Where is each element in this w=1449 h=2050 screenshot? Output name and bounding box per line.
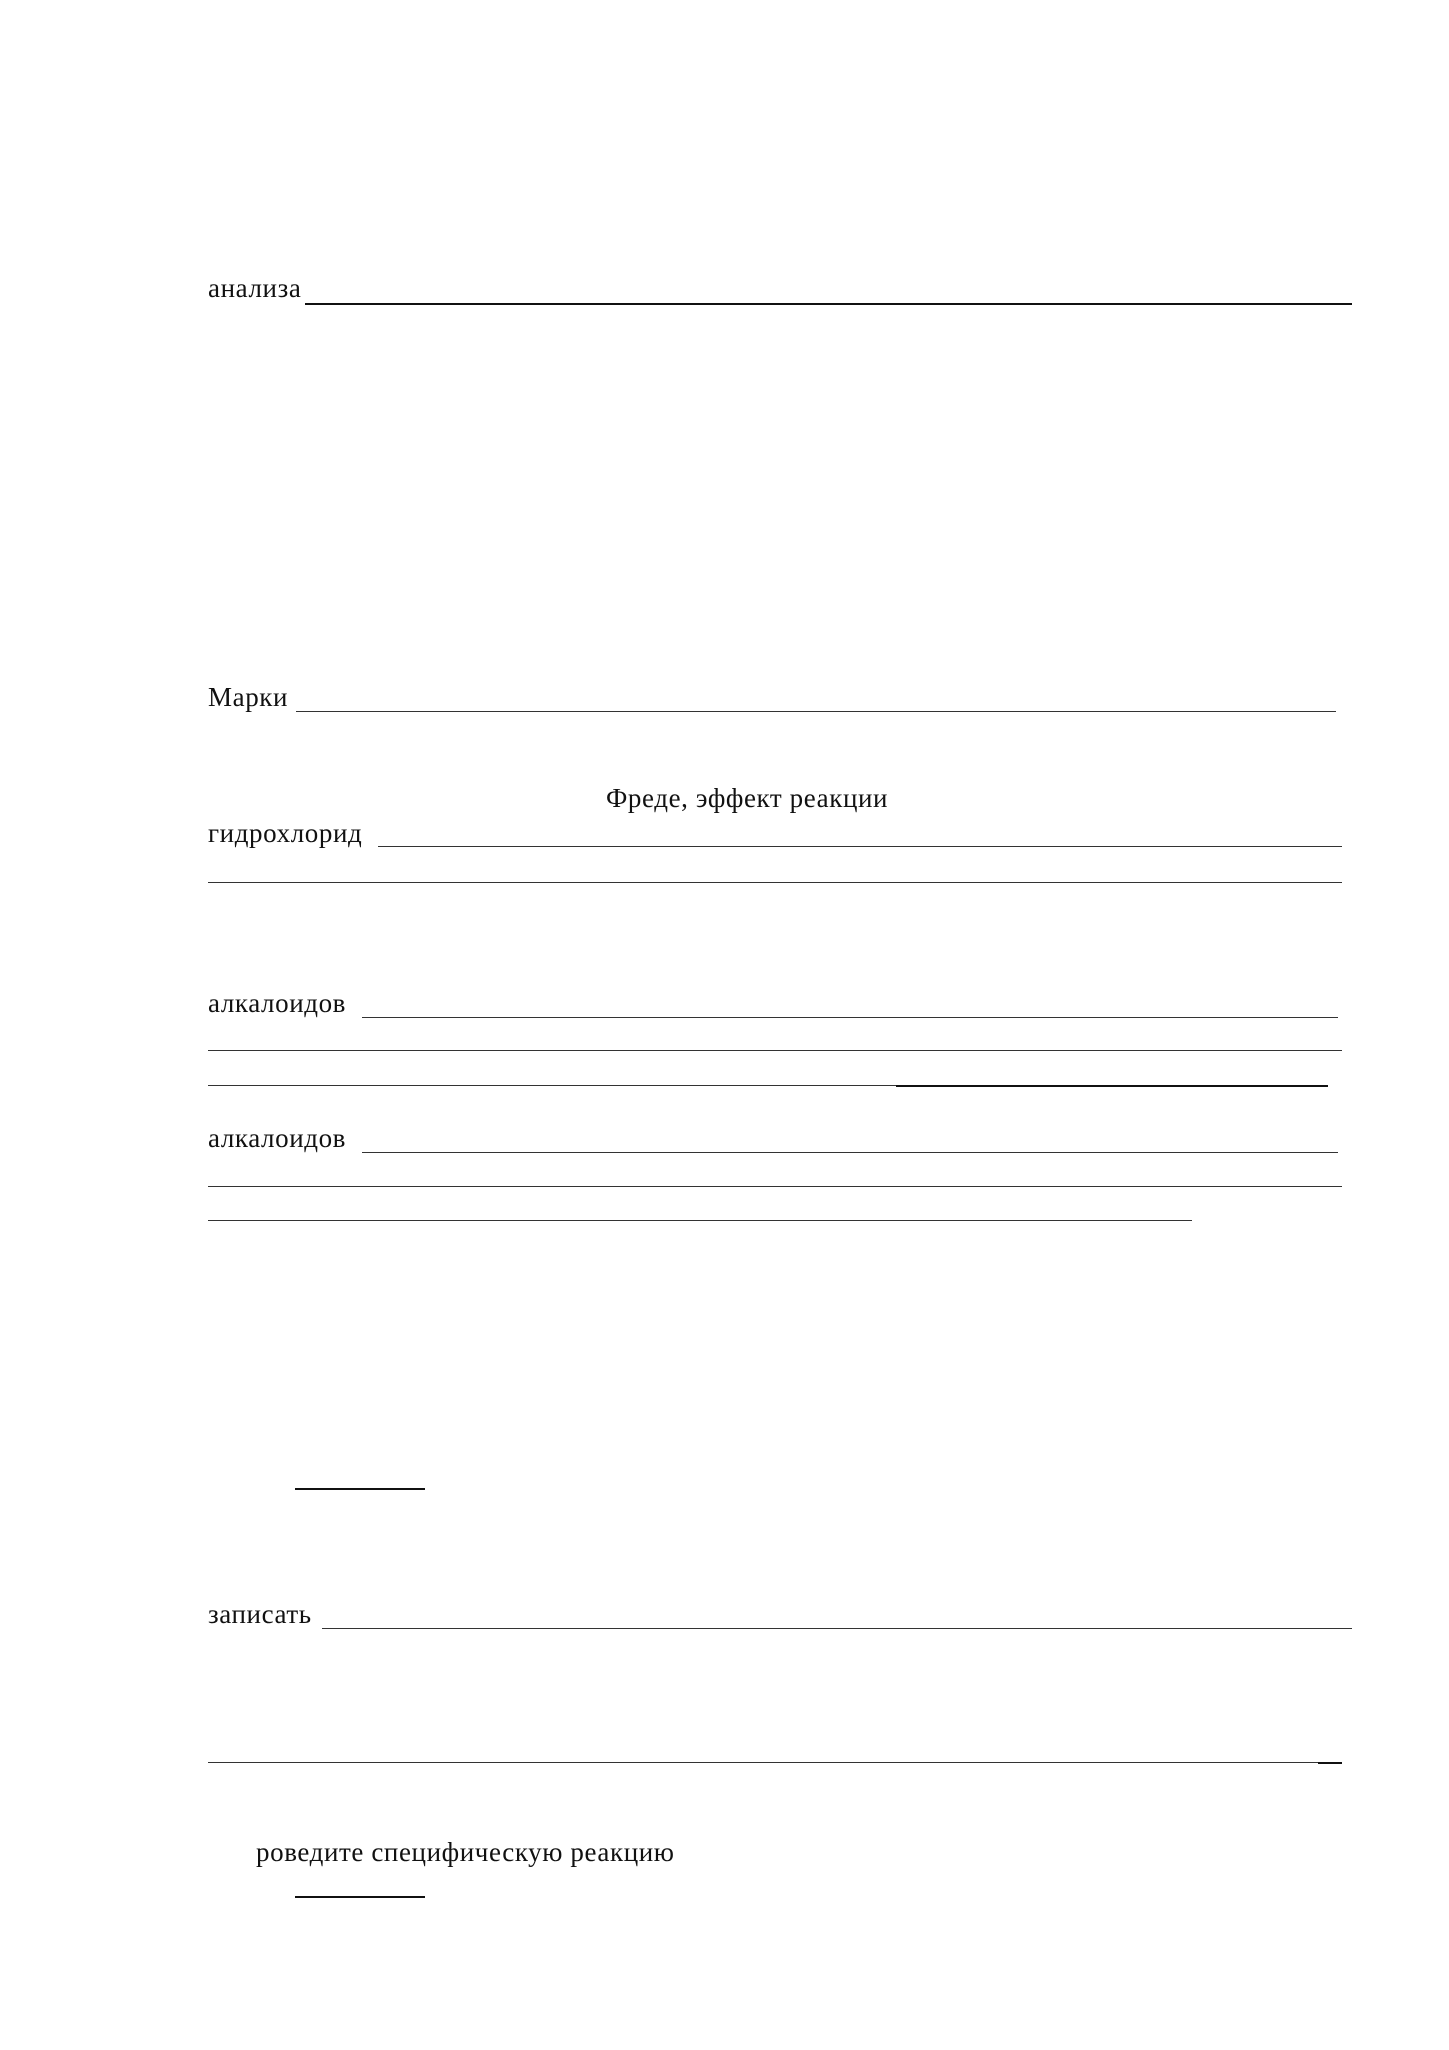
fill-in-line [208,1085,896,1086]
fill-in-line [208,1050,1342,1051]
text-fragment-analiza: анализа [208,273,302,303]
fill-in-line [1318,1762,1342,1764]
fill-in-line [208,1186,1342,1187]
fill-in-line [208,1762,1342,1763]
short-rule [295,1896,425,1898]
short-rule [295,1488,425,1490]
text-fragment-alkaloidov-2: алкалоидов [208,1123,347,1153]
fill-in-line [362,1017,1338,1018]
text-fragment-marki: Марки [208,682,289,712]
fill-in-line [362,1152,1338,1153]
fill-in-line [296,711,1336,712]
text-fragment-gidrokhlorid: гидрохлорид [208,818,363,848]
fill-in-line [378,846,1342,847]
text-fragment-zapisat: записать [208,1599,312,1629]
text-fragment-alkaloidov-1: алкалоидов [208,988,347,1018]
text-fragment-provedite: роведите специфическую реакцию [256,1837,675,1867]
fill-in-line [208,882,1342,883]
text-fragment-frede: Фреде, эффект реакции [606,783,889,813]
fill-in-line [896,1085,1328,1087]
fill-in-line [208,1220,1192,1221]
fill-in-line [322,1628,1352,1629]
fill-in-line [305,303,1352,305]
